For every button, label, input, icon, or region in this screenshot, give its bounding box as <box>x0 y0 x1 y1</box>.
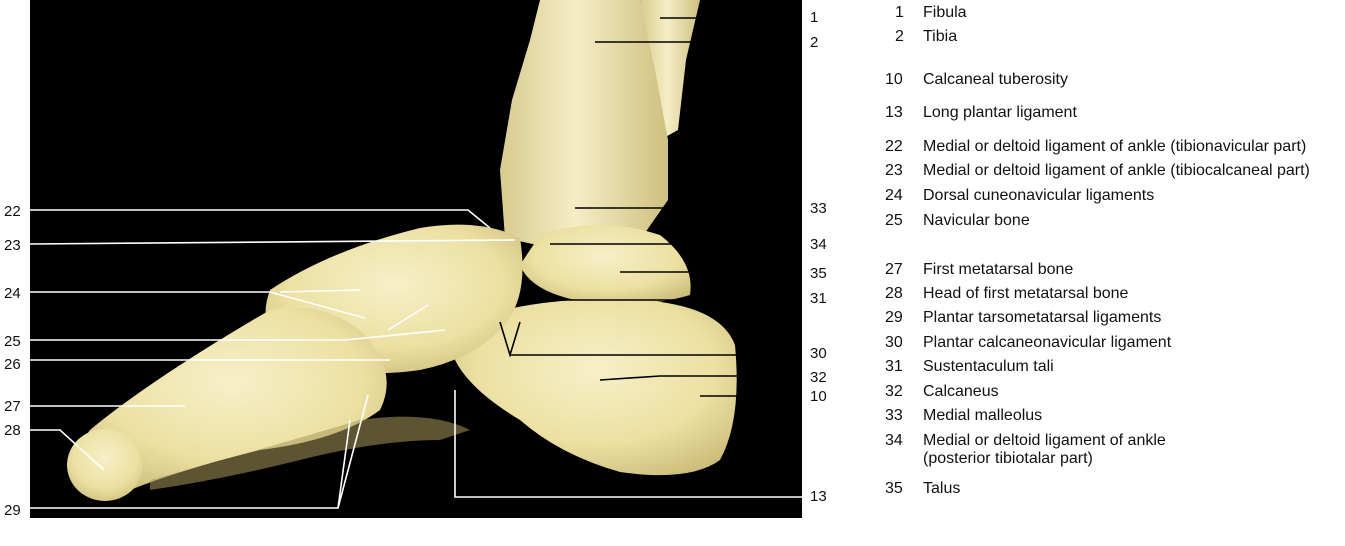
legend-number: 33 <box>885 407 903 424</box>
callout-31: 31 <box>810 290 827 307</box>
legend-item <box>885 71 1068 89</box>
legend-item <box>885 104 1077 122</box>
legend-item <box>885 383 999 401</box>
legend-label: Medial malleolus <box>923 407 1043 424</box>
legend-number: 35 <box>885 480 903 497</box>
legend-label: Talus <box>923 480 961 497</box>
legend-number: 23 <box>885 162 903 179</box>
legend-number: 10 <box>885 71 903 88</box>
legend-label: Navicular bone <box>923 212 1030 229</box>
legend-item <box>885 334 1171 352</box>
right-callouts <box>810 9 827 505</box>
legend-number: 22 <box>885 138 903 155</box>
callout-28: 28 <box>4 422 21 439</box>
legend-label: Plantar calcaneonavicular ligament <box>923 334 1172 351</box>
legend-label: Head of first metatarsal bone <box>923 285 1129 302</box>
legend-number: 24 <box>885 187 903 204</box>
legend-number: 1 <box>895 4 904 21</box>
legend-number: 34 <box>885 432 903 449</box>
legend-label: Dorsal cuneonavicular ligaments <box>923 187 1155 204</box>
callout-35: 35 <box>810 265 827 282</box>
legend-number: 30 <box>885 334 903 351</box>
legend-label: Fibula <box>923 4 967 21</box>
callout-13: 13 <box>810 488 827 505</box>
callout-1: 1 <box>810 9 819 26</box>
left-callouts <box>4 203 21 519</box>
legend-label: Calcaneal tuberosity <box>923 71 1068 88</box>
legend-item <box>885 480 960 498</box>
legend-label: First metatarsal bone <box>923 261 1074 278</box>
callout-29: 29 <box>4 502 21 519</box>
legend-item <box>885 138 1306 156</box>
legend-number: 27 <box>885 261 903 278</box>
legend-number: 13 <box>885 104 903 121</box>
callout-26: 26 <box>4 356 21 373</box>
callout-27: 27 <box>4 398 21 415</box>
legend-label: Medial or deltoid ligament of ankle (tibiocalcaneal part) <box>923 162 1310 179</box>
legend-number: 31 <box>885 358 903 375</box>
legend-number: 25 <box>885 212 903 229</box>
legend-label-line2: (posterior tibiotalar part) <box>923 450 1093 467</box>
callout-34: 34 <box>810 236 827 253</box>
callout-30: 30 <box>810 345 827 362</box>
legend-label: Medial or deltoid ligament of ankle (tibionavicular part) <box>923 138 1307 155</box>
legend-label: Plantar tarsometatarsal ligaments <box>923 309 1162 326</box>
legend-number: 32 <box>885 383 903 400</box>
legend-item <box>885 162 1310 180</box>
legend-item <box>885 212 1030 230</box>
legend-label: Long plantar ligament <box>923 104 1077 121</box>
legend-number: 29 <box>885 309 903 326</box>
callout-32: 32 <box>810 369 827 386</box>
legend-item <box>885 28 957 46</box>
legend-item <box>885 285 1128 303</box>
callout-33: 33 <box>810 200 827 217</box>
legend-label: Tibia <box>923 28 958 45</box>
callout-23: 23 <box>4 237 21 254</box>
legend-item <box>885 4 967 22</box>
legend-item <box>885 432 1166 468</box>
legend-label <box>923 432 1166 468</box>
metatarsal-head-shape <box>67 429 143 501</box>
legend <box>885 0 1345 546</box>
legend-item <box>885 309 1161 327</box>
legend-item <box>885 187 1154 205</box>
legend-label-line1: Medial or deltoid ligament of ankle <box>923 432 1166 449</box>
callout-10: 10 <box>810 388 827 405</box>
callout-24: 24 <box>4 285 21 302</box>
legend-item <box>885 358 1054 376</box>
callout-22: 22 <box>4 203 21 220</box>
legend-number: 2 <box>895 28 904 45</box>
legend-number: 28 <box>885 285 903 302</box>
callout-25: 25 <box>4 333 21 350</box>
legend-label: Sustentaculum tali <box>923 358 1054 375</box>
legend-label: Calcaneus <box>923 383 999 400</box>
legend-item <box>885 261 1073 279</box>
callout-2: 2 <box>810 34 819 51</box>
legend-item <box>885 407 1042 425</box>
